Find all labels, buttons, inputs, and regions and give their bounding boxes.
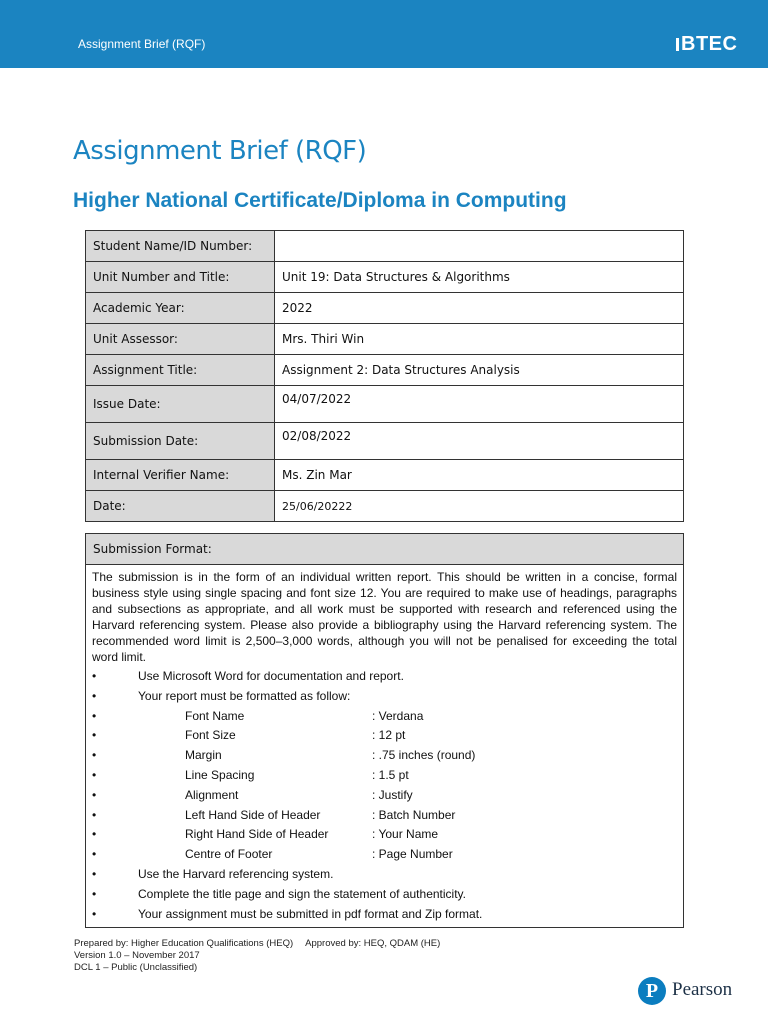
list-item-text: Complete the title page and sign the statement of authenticity. xyxy=(138,886,466,901)
prepared-by: Prepared by: Higher Education Qualifications (HEQ) xyxy=(74,938,294,949)
list-item-text: Your assignment must be submitted in pdf format and Zip format. xyxy=(138,906,483,921)
date-value: 25/06/20222 xyxy=(275,491,684,522)
info-row-unit xyxy=(86,262,684,293)
assignment-info-table xyxy=(85,230,684,522)
info-label: Internal Verifier Name: xyxy=(86,460,275,491)
format-name: Font Name xyxy=(185,708,245,723)
format-item xyxy=(92,746,677,766)
format-name: Margin xyxy=(185,748,222,763)
verifier-value: Ms. Zin Mar xyxy=(275,460,684,491)
btec-logo-mark-icon xyxy=(676,38,679,51)
bullet: • xyxy=(92,906,97,921)
document-footer xyxy=(74,938,440,974)
info-row-assessor xyxy=(86,324,684,355)
list-item xyxy=(92,865,677,885)
header-title: Assignment Brief (RQF) xyxy=(78,37,206,51)
format-name: Line Spacing xyxy=(185,767,255,782)
info-row-student xyxy=(86,231,684,262)
format-value: : Page Number xyxy=(372,847,453,862)
submission-format-body xyxy=(86,565,683,924)
bullet: • xyxy=(92,866,97,881)
format-value: : Your Name xyxy=(372,827,439,842)
academic-year-value: 2022 xyxy=(275,293,684,324)
submission-format-box xyxy=(85,533,684,928)
submission-intro: The submission is in the form of an individual written report. This should be written in a concise, formal business style using single spacing and font size 12. You are required to make use of headings, paragraphs and subsections as appropriate, and all work must be supported with research and referenced using the Harvard referencing system. Please also provide a bibliography using the Harvard referencing system. The recommended word limit is 2,500–3,000 words, although you will not be penalised for exceeding the total word limit. xyxy=(92,570,677,664)
bullet: • xyxy=(92,886,97,901)
info-label: Academic Year: xyxy=(86,293,275,324)
bullet: • xyxy=(92,728,97,743)
format-item xyxy=(92,726,677,746)
unit-title-value: Unit 19: Data Structures & Algorithms xyxy=(275,262,684,293)
format-item xyxy=(92,825,677,845)
list-item xyxy=(92,687,677,707)
assignment-title-value: Assignment 2: Data Structures Analysis xyxy=(275,355,684,386)
bullet: • xyxy=(92,807,97,822)
info-row-submission-date xyxy=(86,423,684,460)
info-label: Unit Number and Title: xyxy=(86,262,275,293)
issue-date-value: 04/07/2022 xyxy=(275,386,684,423)
info-label: Unit Assessor: xyxy=(86,324,275,355)
classification-text: DCL 1 – Public (Unclassified) xyxy=(74,962,198,973)
bullet: • xyxy=(92,767,97,782)
info-label: Issue Date: xyxy=(86,386,275,423)
format-name: Centre of Footer xyxy=(185,847,273,862)
format-name: Font Size xyxy=(185,728,236,743)
list-item-text: Use the Harvard referencing system. xyxy=(138,866,334,881)
bullet: • xyxy=(92,669,97,683)
info-row-issue-date xyxy=(86,386,684,423)
format-item xyxy=(92,786,677,806)
info-row-verifier xyxy=(86,460,684,491)
format-item xyxy=(92,845,677,865)
header-bar xyxy=(0,0,768,68)
submission-format-heading: Submission Format: xyxy=(86,534,683,565)
info-label: Assignment Title: xyxy=(86,355,275,386)
info-row-academic-year xyxy=(86,293,684,324)
info-row-date xyxy=(86,491,684,522)
bullet: • xyxy=(92,847,97,862)
format-value: : Batch Number xyxy=(372,807,456,822)
student-name-value xyxy=(275,231,684,262)
list-item-text: Your report must be formatted as follow: xyxy=(138,688,351,703)
footer-line-1 xyxy=(74,938,440,950)
format-item xyxy=(92,766,677,786)
format-item xyxy=(92,806,677,826)
list-item-text: Use Microsoft Word for documentation and report. xyxy=(138,669,404,683)
bullet: • xyxy=(92,787,97,802)
pearson-wordmark: Pearson xyxy=(672,979,733,1000)
btec-logo xyxy=(676,33,737,56)
document-subtitle: Higher National Certificate/Diploma in Computing xyxy=(73,189,567,212)
bullet: • xyxy=(92,708,97,723)
document-title: Assignment Brief (RQF) xyxy=(73,136,367,166)
list-item xyxy=(92,885,677,905)
format-item xyxy=(92,707,677,727)
info-label: Submission Date: xyxy=(86,423,275,460)
info-label: Student Name/ID Number: xyxy=(86,231,275,262)
version-text: Version 1.0 – November 2017 xyxy=(74,950,200,961)
format-value: : 1.5 pt xyxy=(372,767,409,782)
format-value: : Verdana xyxy=(372,708,424,723)
format-name: Left Hand Side of Header xyxy=(185,807,321,822)
bullet: • xyxy=(92,688,97,703)
format-name: Right Hand Side of Header xyxy=(185,827,329,842)
info-label: Date: xyxy=(86,491,275,522)
list-item xyxy=(92,667,677,687)
format-value: : Justify xyxy=(372,787,413,802)
format-name: Alignment xyxy=(185,787,239,802)
info-row-assignment-title xyxy=(86,355,684,386)
approved-by: Approved by: HEQ, QDAM (HE) xyxy=(305,938,441,949)
pearson-mark-icon: P xyxy=(638,977,666,1005)
btec-logo-text: BTEC xyxy=(681,33,738,55)
submission-date-value: 02/08/2022 xyxy=(275,423,684,460)
format-value: : 12 pt xyxy=(372,728,406,743)
bullet: • xyxy=(92,748,97,763)
list-item xyxy=(92,905,677,925)
bullet: • xyxy=(92,827,97,842)
format-value: : .75 inches (round) xyxy=(372,748,476,763)
assessor-value: Mrs. Thiri Win xyxy=(275,324,684,355)
